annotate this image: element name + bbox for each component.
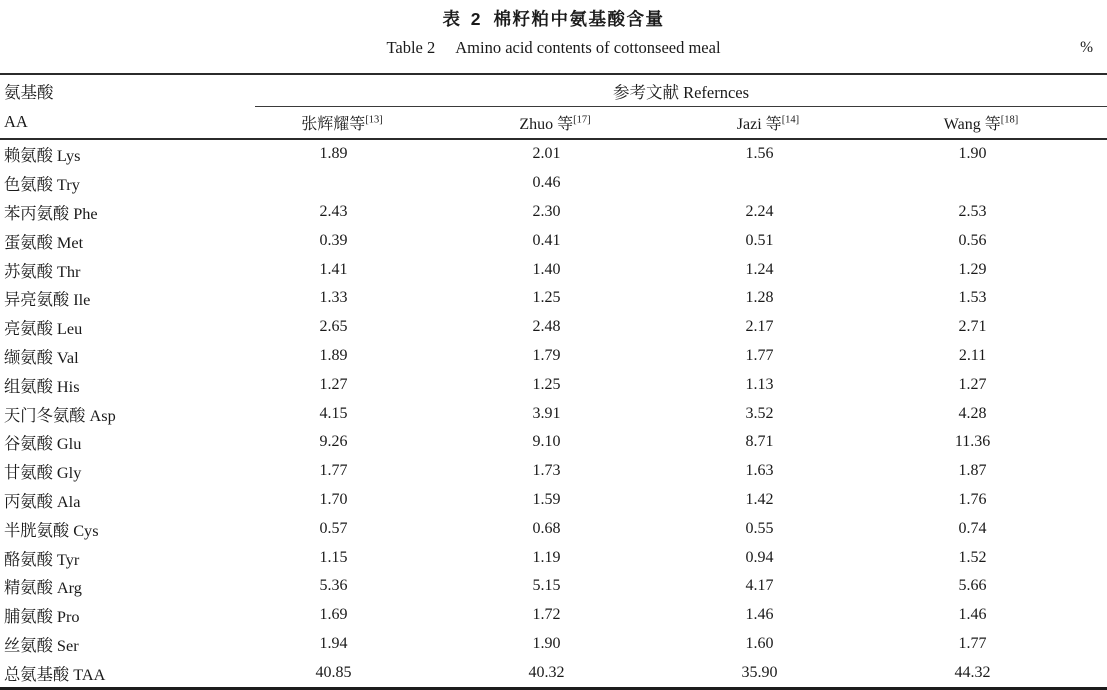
value-cell: 1.77 — [319, 462, 348, 480]
amino-acid-name: 色氨酸 Try — [4, 175, 80, 195]
value-cell: 44.32 — [954, 663, 991, 681]
value-cell: 2.11 — [958, 346, 987, 364]
value-cell: 1.79 — [532, 346, 561, 364]
value-cell: 2.65 — [319, 318, 348, 336]
reference-column-header: Wang 等[18] — [894, 107, 1107, 140]
value-cell: 1.77 — [958, 634, 987, 652]
table-row — [0, 226, 1107, 255]
value-cell: 1.24 — [745, 260, 774, 278]
table-title-zh-text: 棉籽粕中氨基酸含量 — [493, 9, 665, 29]
reference-column-header: Jazi 等[14] — [681, 107, 894, 140]
value-cell: 2.24 — [745, 202, 774, 220]
value-cell: 2.17 — [745, 318, 774, 336]
table-row — [0, 255, 1107, 284]
amino-acid-name: 总氨基酸 TAA — [4, 664, 106, 684]
value-cell: 3.52 — [745, 404, 774, 422]
value-cell: 1.72 — [532, 606, 561, 624]
table-row — [0, 543, 1107, 572]
amino-acid-name: 脯氨酸 Pro — [4, 607, 80, 627]
value-cell: 1.76 — [958, 490, 987, 508]
reference-column-header: Zhuo 等[17] — [468, 107, 681, 140]
value-cell: 1.33 — [319, 289, 348, 307]
value-cell: 5.36 — [319, 577, 348, 595]
value-cell: 2.43 — [319, 202, 348, 220]
citation-superscript: [17] — [573, 114, 591, 126]
table-row — [0, 630, 1107, 659]
table-title-zh — [0, 0, 1107, 31]
table-row — [0, 169, 1107, 198]
amino-acid-name: 异亮氨酸 Ile — [4, 290, 91, 310]
value-cell: 40.85 — [315, 663, 352, 681]
value-cell: 0.57 — [319, 519, 348, 537]
table-row — [0, 572, 1107, 601]
value-cell: 1.52 — [958, 548, 987, 566]
value-cell: 1.19 — [532, 548, 561, 566]
table-body — [0, 139, 1107, 689]
value-cell: 0.41 — [532, 231, 561, 249]
value-cell: 8.71 — [745, 433, 774, 451]
value-cell: 5.15 — [532, 577, 561, 595]
value-cell: 1.63 — [745, 462, 774, 480]
citation-superscript: [14] — [781, 114, 800, 126]
reference-column-header: 张辉耀等[13] — [255, 107, 468, 140]
value-cell: 4.28 — [958, 404, 987, 422]
value-cell: 3.91 — [532, 404, 561, 422]
table-number-en: Table 2 — [386, 38, 436, 57]
value-cell: 40.32 — [528, 663, 565, 681]
value-cell: 2.71 — [958, 318, 987, 336]
value-cell: 2.48 — [532, 318, 561, 336]
value-cell: 0.39 — [319, 231, 348, 249]
table-row — [0, 486, 1107, 515]
table-header — [0, 74, 1107, 139]
table-row — [0, 370, 1107, 399]
amino-acid-name: 甘氨酸 Gly — [4, 463, 82, 483]
value-cell: 1.59 — [532, 490, 561, 508]
table-row — [0, 514, 1107, 543]
amino-acid-name: 蛋氨酸 Met — [4, 232, 84, 252]
value-cell: 1.27 — [958, 375, 987, 393]
value-cell: 1.25 — [532, 289, 561, 307]
value-cell: 1.90 — [958, 145, 987, 163]
amino-acid-name: 缬氨酸 Val — [4, 347, 79, 367]
value-cell: 1.41 — [319, 260, 348, 278]
amino-acid-name: 酪氨酸 Tyr — [4, 549, 80, 569]
amino-acid-name: 丙氨酸 Ala — [4, 491, 81, 511]
amino-acid-name: 苯丙氨酸 Phe — [4, 203, 98, 223]
row-header-zh: 氨基酸 — [4, 82, 54, 102]
table-row — [0, 601, 1107, 630]
amino-acid-name: 天门冬氨酸 Asp — [4, 405, 116, 425]
value-cell: 2.30 — [532, 202, 561, 220]
citation-superscript: [18] — [1000, 114, 1019, 126]
value-cell: 4.15 — [319, 404, 348, 422]
value-cell: 1.69 — [319, 606, 348, 624]
value-cell: 1.13 — [745, 375, 774, 393]
table-row — [0, 198, 1107, 227]
value-cell: 9.26 — [319, 433, 348, 451]
value-cell: 2.01 — [532, 145, 561, 163]
value-cell: 1.90 — [532, 634, 561, 652]
table-row — [0, 428, 1107, 457]
table-row — [0, 658, 1107, 688]
value-cell: 1.56 — [745, 145, 774, 163]
value-cell: 1.89 — [319, 145, 348, 163]
row-header-en: AA — [0, 107, 255, 140]
value-cell: 1.77 — [745, 346, 774, 364]
value-cell: 35.90 — [741, 663, 778, 681]
value-cell: 2.53 — [958, 202, 987, 220]
value-cell: 0.74 — [958, 519, 987, 537]
table-row — [0, 342, 1107, 371]
amino-acid-name: 组氨酸 His — [4, 376, 80, 396]
table-title-en-text: Amino acid contents of cottonseed meal — [455, 38, 721, 57]
table-row — [0, 284, 1107, 313]
amino-acid-name: 亮氨酸 Leu — [4, 319, 83, 339]
value-cell — [255, 169, 468, 198]
amino-acid-name: 丝氨酸 Ser — [4, 635, 79, 655]
amino-acid-name: 半胱氨酸 Cys — [4, 520, 99, 540]
value-cell: 1.53 — [958, 289, 987, 307]
value-cell: 1.15 — [319, 548, 348, 566]
value-cell: 1.42 — [745, 490, 774, 508]
value-cell: 0.51 — [745, 231, 774, 249]
value-cell: 0.68 — [532, 519, 561, 537]
amino-acid-name: 精氨酸 Arg — [4, 578, 82, 598]
value-cell: 1.87 — [958, 462, 987, 480]
value-cell: 5.66 — [958, 577, 987, 595]
value-cell: 0.55 — [745, 519, 774, 537]
table-number-zh: 表 2 — [442, 9, 484, 29]
value-cell: 9.10 — [532, 433, 561, 451]
value-cell: 1.70 — [319, 490, 348, 508]
value-cell: 4.17 — [745, 577, 774, 595]
value-cell: 11.36 — [954, 433, 991, 451]
citation-superscript: [13] — [365, 114, 383, 126]
value-cell: 1.73 — [532, 462, 561, 480]
value-cell: 1.28 — [745, 289, 774, 307]
header-row-group — [0, 74, 1107, 107]
value-cell: 1.40 — [532, 260, 561, 278]
value-cell: 1.27 — [319, 375, 348, 393]
table-row — [0, 399, 1107, 428]
value-cell: 1.46 — [958, 606, 987, 624]
value-cell: 0.56 — [958, 231, 987, 249]
table-title-en — [0, 38, 1107, 62]
column-header-row — [0, 107, 1107, 140]
value-cell — [894, 169, 1107, 198]
amino-acid-table — [0, 73, 1107, 690]
value-cell: 0.94 — [745, 548, 774, 566]
table-row — [0, 457, 1107, 486]
value-cell: 1.46 — [745, 606, 774, 624]
amino-acid-name: 谷氨酸 Glu — [4, 434, 82, 454]
value-cell: 1.89 — [319, 346, 348, 364]
value-cell — [681, 169, 894, 198]
amino-acid-name: 苏氨酸 Thr — [4, 261, 81, 281]
value-cell: 1.25 — [532, 375, 561, 393]
table-row — [0, 139, 1107, 169]
table-row — [0, 313, 1107, 342]
value-cell: 1.29 — [958, 260, 987, 278]
references-group-header: 参考文献 Refernces — [255, 74, 1107, 107]
unit-label: % — [1080, 39, 1093, 56]
value-cell: 1.60 — [745, 634, 774, 652]
amino-acid-name: 赖氨酸 Lys — [4, 146, 81, 166]
value-cell: 1.94 — [319, 634, 348, 652]
value-cell: 0.46 — [532, 174, 561, 192]
